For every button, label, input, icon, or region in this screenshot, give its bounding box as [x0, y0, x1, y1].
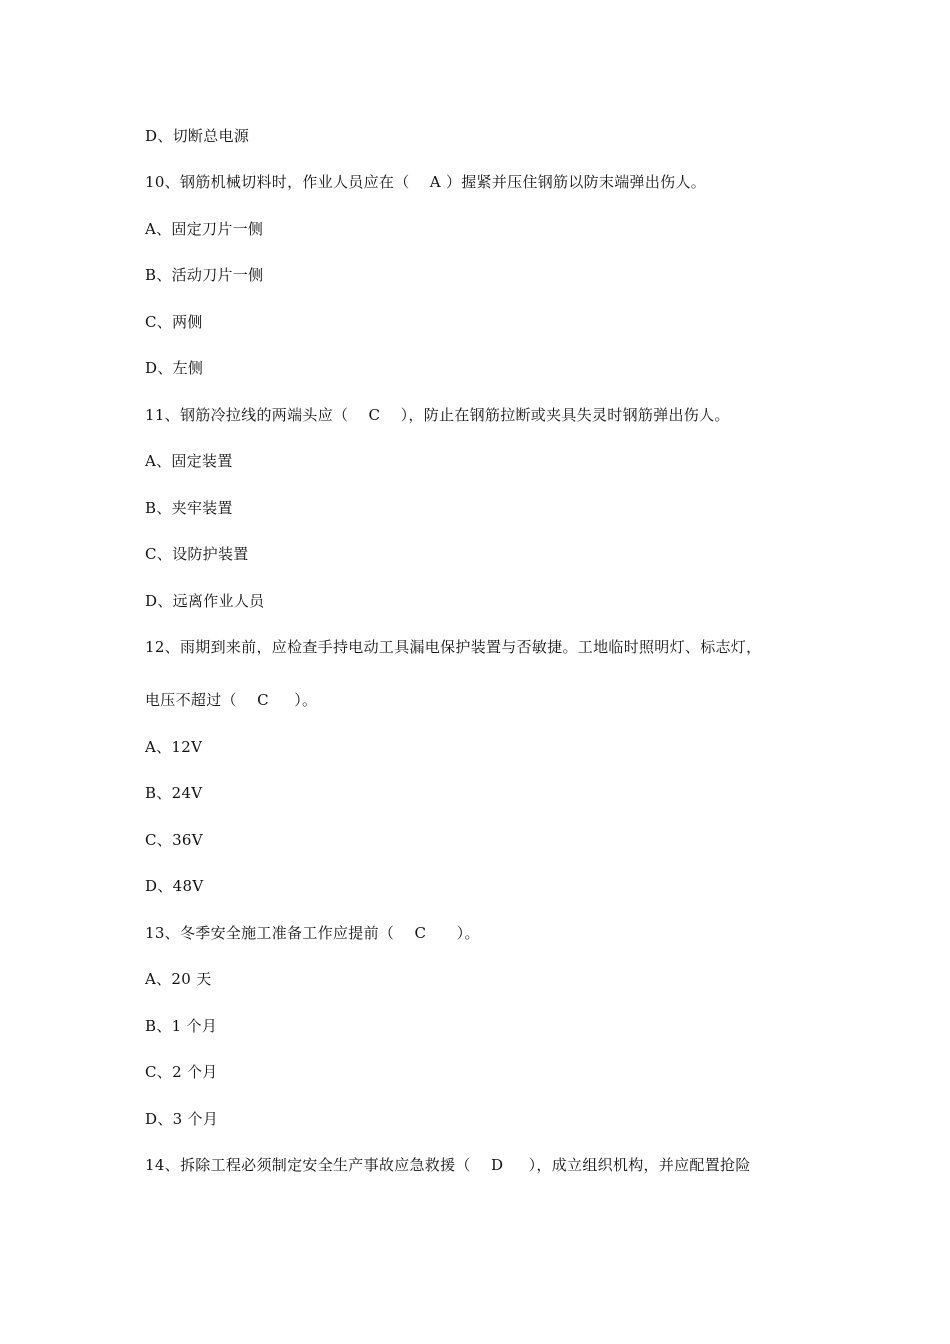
question-12-line-2: 电压不超过（ C ）。	[145, 691, 318, 709]
option-9-d: D、切断总电源	[145, 127, 250, 145]
option-11-a: A、固定装置	[145, 452, 233, 470]
option-10-c: C、两侧	[145, 313, 203, 331]
option-13-a: A、20 天	[145, 970, 212, 988]
question-10: 10、钢筋机械切料时，作业人员应在（ A ）握紧并压住钢筋以防末端弹出伤人。	[145, 173, 707, 191]
option-10-d: D、左侧	[145, 359, 204, 377]
question-13: 13、冬季安全施工准备工作应提前（ C ）。	[145, 924, 480, 942]
option-11-d: D、远离作业人员	[145, 592, 265, 610]
option-12-d: D、48V	[145, 877, 204, 895]
option-10-b: B、活动刀片一侧	[145, 266, 264, 284]
question-14: 14、拆除工程必须制定安全生产事故应急救援（ D ），成立组织机构，并应配置抢险	[145, 1156, 751, 1174]
option-12-a: A、12V	[145, 738, 203, 756]
option-13-c: C、2 个月	[145, 1063, 218, 1081]
option-12-b: B、24V	[145, 784, 203, 802]
question-11: 11、钢筋冷拉线的两端头应（ C ），防止在钢筋拉断或夹具失灵时钢筋弹出伤人。	[145, 406, 730, 424]
option-13-d: D、3 个月	[145, 1110, 219, 1128]
option-13-b: B、1 个月	[145, 1017, 218, 1035]
option-12-c: C、36V	[145, 831, 203, 849]
option-11-c: C、设防护装置	[145, 545, 249, 563]
option-10-a: A、固定刀片一侧	[145, 220, 264, 238]
question-12-line-1: 12、雨期到来前，应检查手持电动工具漏电保护装置与否敏捷。工地临时照明灯、标志灯，	[145, 638, 762, 656]
option-11-b: B、夹牢装置	[145, 499, 233, 517]
